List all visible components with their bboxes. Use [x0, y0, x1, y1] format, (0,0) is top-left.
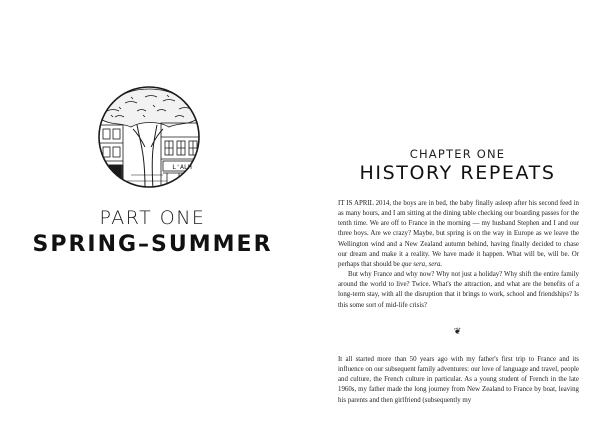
body-text-section-one	[338, 199, 579, 311]
part-label: PART ONE	[99, 207, 206, 229]
paragraph-one	[338, 199, 579, 270]
chapter-label: CHAPTER ONE	[409, 147, 506, 161]
paragraph-one-text: IT IS APRIL 2014, the boys are in bed, the baby finally asleep after his second feed in as many hours, and I am sitting at the dining table checking our boarding passes for the tenth time. We are off to France in the morning — my husband Stephen and I and our three boys. Are we crazy? Maybe, but spring is on the way in Europe as we leave the Wellington wind and a New Zealand autumn behind, having finally decided to chase our dream and make it a reality. We have made it happen. What will be, will be. Or perhaps that should be	[338, 200, 579, 268]
body-text-section-two	[338, 355, 579, 433]
part-title: SPRING–SUMMER	[32, 232, 273, 257]
paragraph-one-italic: que sera, sera.	[401, 260, 443, 268]
paragraph-two: But why France and why now? Why not just a holiday? Why shift the entire family around the world to live? Twice. What's the attraction, and what are the benefits of a long-term stay, with all the disruption that it brings to work, school and friendships? Is this some sort of mid-life crisis?	[338, 271, 579, 309]
illustration-sign: L'ALH	[172, 163, 192, 171]
paragraph-three: It all started more than 50 years ago with my father's first trip to France and its influence on our subsequent family adventures: our love of language and travel, people and culture, the French culture in particular. As a young student of French in the late 1960s, my father made the long journey from New Zealand to France by boat, leaving his parents and then girlfriend (subsequently my	[338, 356, 579, 404]
right-page	[305, 0, 610, 433]
chapter-title: HISTORY REPEATS	[359, 162, 556, 184]
fleuron-icon: ❦	[453, 326, 462, 336]
street-scene-circle-illustration	[97, 85, 201, 189]
